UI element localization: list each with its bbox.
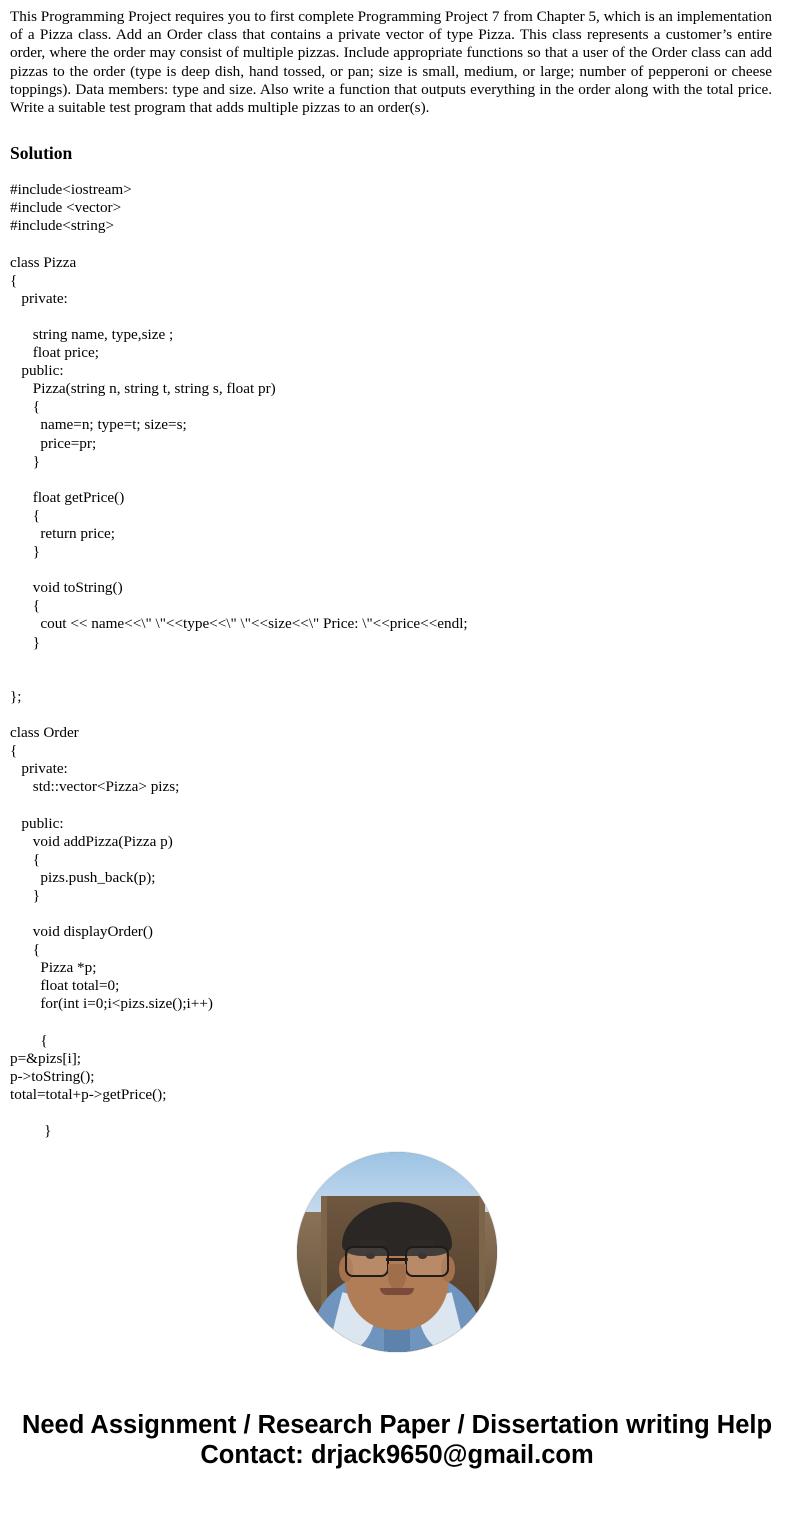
portrait-container — [10, 1152, 784, 1352]
glasses-lens-right — [405, 1246, 449, 1277]
intro-paragraph: This Programming Project requires you to first complete Programming Project 7 from Chapter 5, which is an implementation of a Pizza class. Add an Order class that contains a private vector of type Pizza. This class represents a customer’s entire order, where the order may consist of multiple pizzas. Include appropriate functions so that a user of the Order class can add pizzas to the order (type is deep dish, hand tossed, or pan; size is small, medium, or large; number of pepperoni or cheese toppings). Data members: type and size. Also write a function that outputs everything in the order along with the total price. Write a suitable test program that adds multiple pizzas to an order(s). — [10, 8, 772, 117]
portrait-nose — [388, 1264, 406, 1290]
author-portrait-image — [297, 1152, 497, 1352]
portrait-mouth — [380, 1288, 414, 1295]
solution-heading: Solution — [10, 143, 73, 164]
footer-line-3: Contact: drjack9650@gmail.com — [200, 1441, 594, 1470]
glasses-lens-left — [345, 1246, 389, 1277]
footer-contact-block — [10, 1410, 784, 1490]
footer-line-2: writing Help — [626, 1411, 773, 1440]
footer-line-1: Need Assignment / Research Paper / Dissertation — [21, 1411, 620, 1440]
solution-code-block: #include<iostream> #include <vector> #include<string> class Pizza { private: string name, type,size ; float price; public: Pizza(string n, string t, string s, float pr) { name=n; type=t; size=s; price=pr; } float getPrice() { return price; } void toString() { cout << name<<\" \"<<type<<\" \"<<size<<\" Price: \"<<price<<endl; } }; class Order { private: std::vector<Pizza> pizs; public: void addPizza(Pizza p) { pizs.push_back(p); } void displayOrder() { Pizza *p; float total=0; for(int i=0;i<pizs.size();i++) { p=&pizs[i]; p->toString(); total=total+p->getPrice(); } — [10, 181, 468, 1140]
